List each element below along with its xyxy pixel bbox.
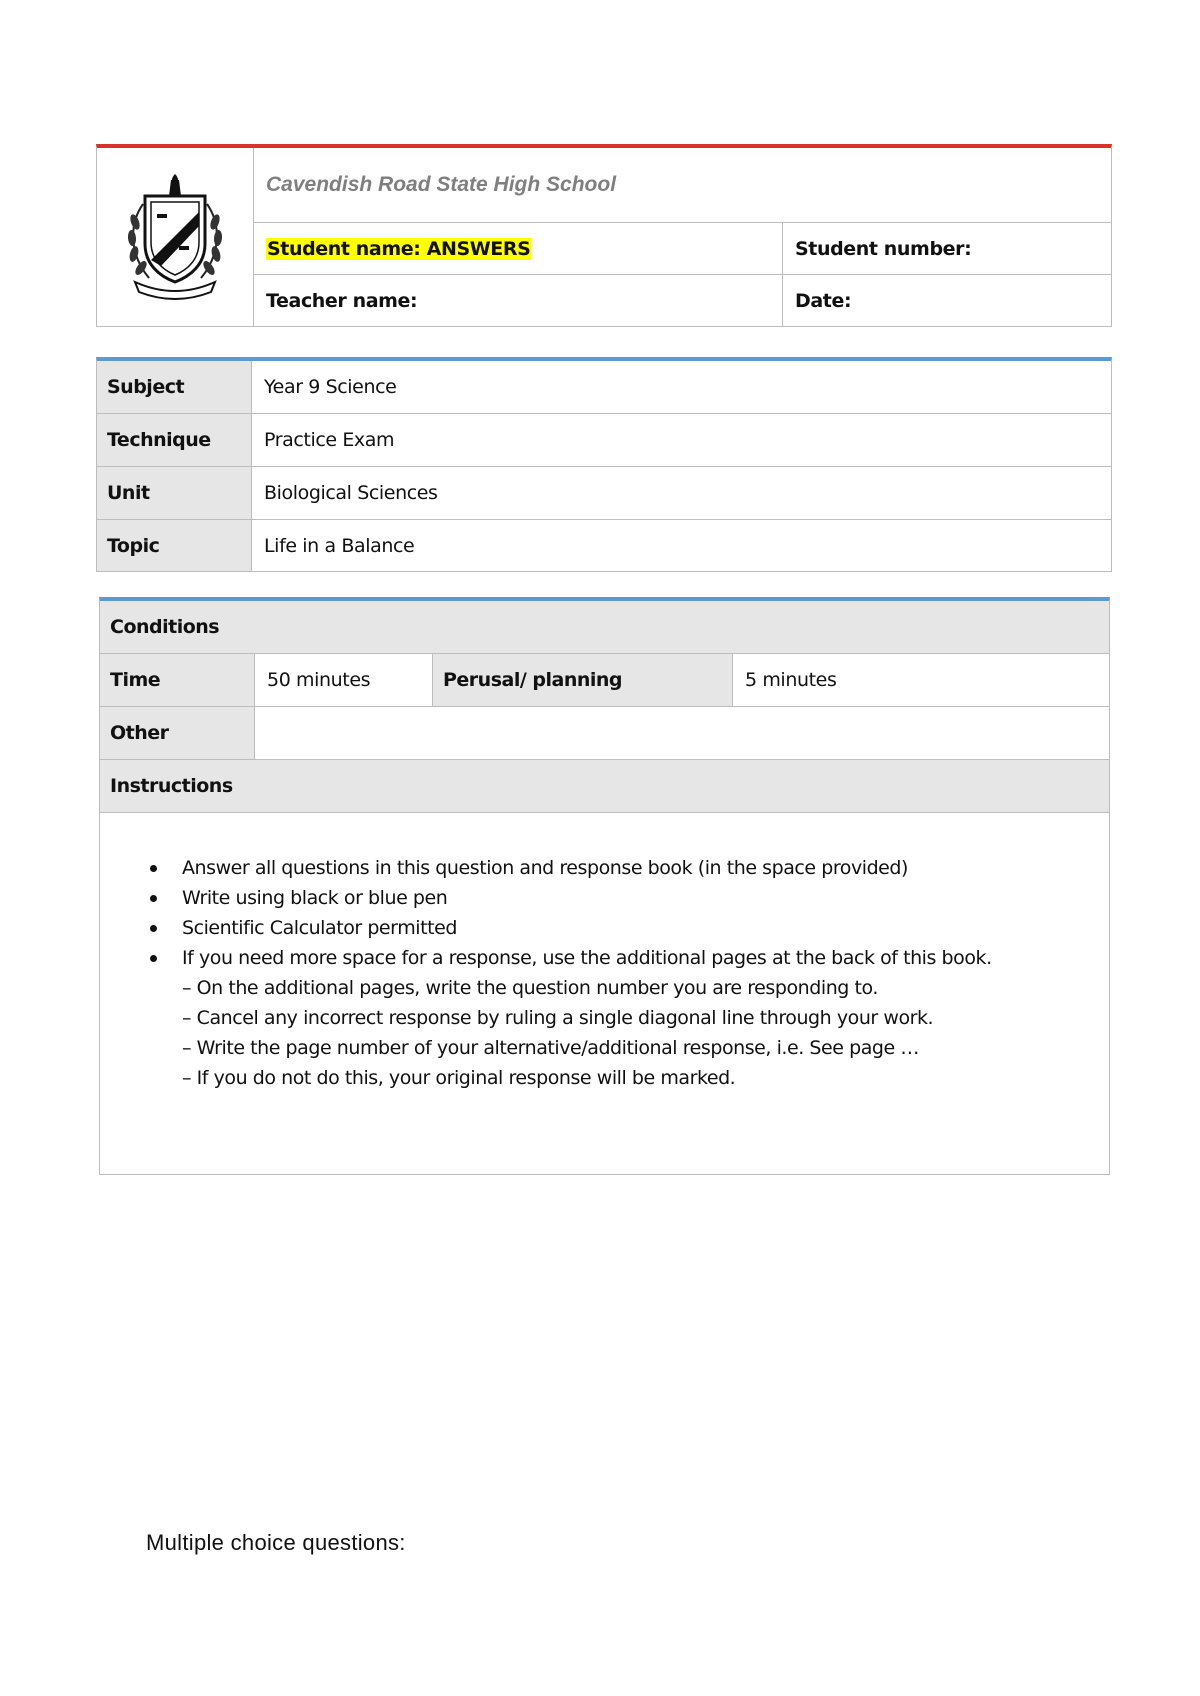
row-value: Biological Sciences [264,482,438,504]
other-value [255,707,1109,759]
row-label: Topic [97,520,252,571]
instructions-heading: Instructions [100,760,1109,813]
instructions-list [182,853,1109,1093]
row-value: Life in a Balance [264,534,415,557]
row-value: Year 9 Science [264,376,397,398]
sub-list-item: – Write the page number of your alternative/additional response, i.e. See page … [182,1037,919,1059]
time-value: 50 minutes [255,654,433,706]
school-name: Cavendish Road State High School [254,148,1111,223]
student-number-label: Student number: [795,237,972,260]
perusal-value: 5 minutes [745,669,837,691]
teacher-name-field [254,275,783,326]
teacher-name-label: Teacher name: [266,289,418,312]
list-item: Answer all questions in this question and response book (in the space provided) [182,853,1109,883]
instructions-body [100,813,1109,1093]
date-label: Date: [795,289,852,312]
other-label: Other [100,707,255,759]
list-item: Write using black or blue pen [182,883,1109,913]
student-number-field [783,223,1111,275]
other-row [100,707,1109,760]
sub-list-item: – On the additional pages, write the question number you are responding to. [182,977,878,999]
date-field [783,275,1111,326]
time-row [100,654,1109,707]
school-crest-icon [121,174,229,300]
row-label: Unit [97,467,252,519]
table-row [97,467,1111,520]
school-header-table [96,144,1112,327]
row-value: Practice Exam [264,429,395,451]
perusal-label: Perusal/ planning [433,654,733,706]
time-label: Time [100,654,255,706]
table-row [97,414,1111,467]
conditions-table [99,597,1110,1175]
table-row [97,361,1111,414]
sub-list-item: – If you do not do this, your original response will be marked. [182,1067,736,1089]
student-name-field [254,223,783,275]
subject-info-table [96,357,1112,572]
multiple-choice-heading: Multiple choice questions: [146,1530,406,1555]
row-label: Subject [97,361,252,413]
sub-list-item: – Cancel any incorrect response by ruling a single diagonal line through your work. [182,1007,934,1029]
student-name-label: Student name: ANSWERS [267,237,531,260]
list-item: If you need more space for a response, use the additional pages at the back of this book. [182,943,1109,973]
row-label: Technique [97,414,252,466]
logo-cell [97,148,254,326]
list-item: Scientific Calculator permitted [182,913,1109,943]
table-row [97,520,1111,571]
conditions-heading: Conditions [100,601,1109,654]
